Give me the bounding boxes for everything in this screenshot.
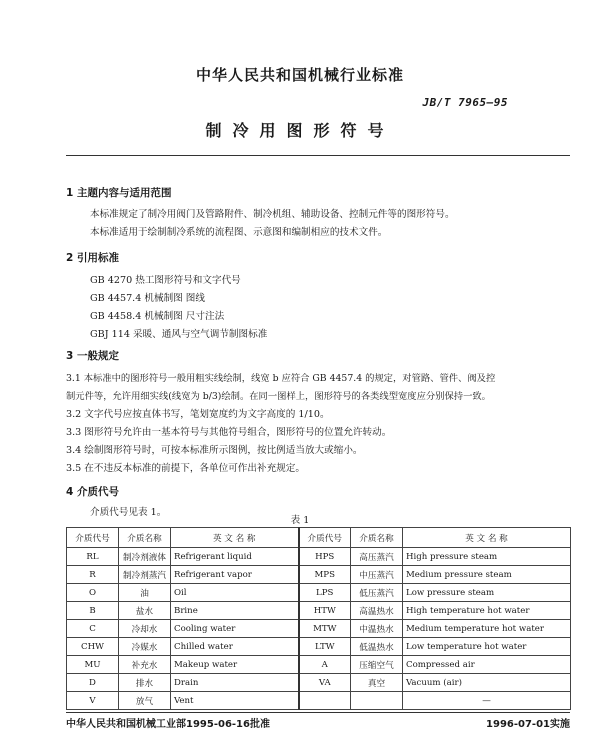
medium-name: 油 <box>119 584 171 602</box>
medium-code: MU <box>67 656 119 674</box>
medium-name: 补充水 <box>119 656 171 674</box>
medium-code: B <box>67 602 119 620</box>
medium-code: CHW <box>67 638 119 656</box>
medium-name: 真空 <box>351 674 403 692</box>
medium-name: 制冷剂液体 <box>119 548 171 566</box>
table-row <box>67 638 571 656</box>
medium-name: 冷媒水 <box>119 638 171 656</box>
section-2-heading: 2 引用标准 <box>66 252 119 264</box>
english-name: Vent <box>171 692 299 710</box>
english-name: Drain <box>171 674 299 692</box>
clause-line: 3.5 在不违反本标准的前提下，各单位可作出补充规定。 <box>66 463 305 474</box>
table-row <box>67 548 571 566</box>
table-header-cell: 英 文 名 称 <box>171 528 299 548</box>
english-name: High temperature hot water <box>403 602 571 620</box>
english-name: Low temperature hot water <box>403 638 571 656</box>
table-row <box>67 674 571 692</box>
medium-name: 高温热水 <box>351 602 403 620</box>
english-name: Brine <box>171 602 299 620</box>
medium-name: 盐水 <box>119 602 171 620</box>
medium-name: 放气 <box>119 692 171 710</box>
medium-code: LTW <box>299 638 351 656</box>
english-name: Vacuum (air) <box>403 674 571 692</box>
medium-name: 低温热水 <box>351 638 403 656</box>
section-1-line: 本标准规定了制冷用阀门及管路附件、制冷机组、辅助设备、控制元件等的图形符号。 <box>90 209 455 220</box>
medium-code: LPS <box>299 584 351 602</box>
english-name: Low pressure steam <box>403 584 571 602</box>
approval-note: 中华人民共和国机械工业部1995-06-16批准 <box>66 719 270 730</box>
medium-name: 排水 <box>119 674 171 692</box>
medium-code-table <box>66 527 571 710</box>
table-header-cell: 介质代号 <box>67 528 119 548</box>
english-name: Compressed air <box>403 656 571 674</box>
header-divider <box>66 155 570 156</box>
standard-code: JB/T 7965—95 <box>422 96 508 109</box>
section-3-heading: 3 一般规定 <box>66 350 119 362</box>
medium-code: D <box>67 674 119 692</box>
issuing-organization: 中华人民共和国机械行业标准 <box>195 66 404 84</box>
medium-name: 制冷剂蒸汽 <box>119 566 171 584</box>
english-name: Oil <box>171 584 299 602</box>
reference-item: GB 4458.4 机械制图 尺寸注法 <box>90 311 225 322</box>
table-header-cell: 介质代号 <box>299 528 351 548</box>
clause-line: 3.3 图形符号允许由一基本符号与其他符号组合，图形符号的位置允许转动。 <box>66 427 392 438</box>
english-name: — <box>403 692 571 710</box>
medium-name: 低压蒸汽 <box>351 584 403 602</box>
table-header-row <box>67 528 571 548</box>
section-1-heading: 1 主题内容与适用范围 <box>66 187 172 199</box>
implementation-date: 1996-07-01实施 <box>486 719 570 730</box>
medium-name: 高压蒸汽 <box>351 548 403 566</box>
clause-line: 3.2 文字代号应按直体书写，笔划宽度约为文字高度的 1/10。 <box>66 409 330 420</box>
table-row <box>67 602 571 620</box>
medium-code: O <box>67 584 119 602</box>
footer-divider <box>66 712 570 713</box>
clause-line: 制元件等，允许用细实线(线宽为 b/3)绘制。在同一图样上，图形符号的各类线型宽度应分别保持一致。 <box>66 391 491 402</box>
english-name: Cooling water <box>171 620 299 638</box>
reference-item: GB 4270 热工图形符号和文字代号 <box>90 275 241 286</box>
medium-name: 中压蒸汽 <box>351 566 403 584</box>
table-row <box>67 584 571 602</box>
medium-code: RL <box>67 548 119 566</box>
section-1-line: 本标准适用于绘制制冷系统的流程图、示意图和编制相应的技术文件。 <box>90 227 388 238</box>
table-header-cell: 英 文 名 称 <box>403 528 571 548</box>
english-name: High pressure steam <box>403 548 571 566</box>
english-name: Medium pressure steam <box>403 566 571 584</box>
clause-line: 3.4 绘制图形符号时，可按本标准所示图例，按比例适当放大或缩小。 <box>66 445 363 456</box>
medium-code: MPS <box>299 566 351 584</box>
medium-code: V <box>67 692 119 710</box>
medium-name: 中温热水 <box>351 620 403 638</box>
medium-name <box>351 692 403 710</box>
table-caption: 表 1 <box>290 515 310 526</box>
table-row <box>67 692 571 710</box>
table-header-cell: 介质名称 <box>351 528 403 548</box>
reference-item: GB 4457.4 机械制图 图线 <box>90 293 205 304</box>
section-4-heading: 4 介质代号 <box>66 486 119 498</box>
table-row <box>67 620 571 638</box>
english-name: Refrigerant vapor <box>171 566 299 584</box>
document-title: 制冷用图形符号 <box>205 121 395 140</box>
english-name: Refrigerant liquid <box>171 548 299 566</box>
clause-line: 3.1 本标准中的图形符号一般用粗实线绘制，线宽 b 应符合 GB 4457.4 的规定，对管路、管件、阀及控 <box>66 373 496 384</box>
table-header-cell: 介质名称 <box>119 528 171 548</box>
medium-code: HTW <box>299 602 351 620</box>
medium-name: 冷却水 <box>119 620 171 638</box>
medium-code: MTW <box>299 620 351 638</box>
medium-code: A <box>299 656 351 674</box>
reference-item: GBJ 114 采暖、通风与空气调节制图标准 <box>90 329 268 340</box>
medium-code: R <box>67 566 119 584</box>
medium-name: 压缩空气 <box>351 656 403 674</box>
english-name: Medium temperature hot water <box>403 620 571 638</box>
table-row <box>67 566 571 584</box>
english-name: Makeup water <box>171 656 299 674</box>
medium-code: HPS <box>299 548 351 566</box>
english-name: Chilled water <box>171 638 299 656</box>
medium-code <box>299 692 351 710</box>
table-row <box>67 656 571 674</box>
medium-code: C <box>67 620 119 638</box>
section-4-intro: 介质代号见表 1。 <box>90 507 167 518</box>
medium-code: VA <box>299 674 351 692</box>
